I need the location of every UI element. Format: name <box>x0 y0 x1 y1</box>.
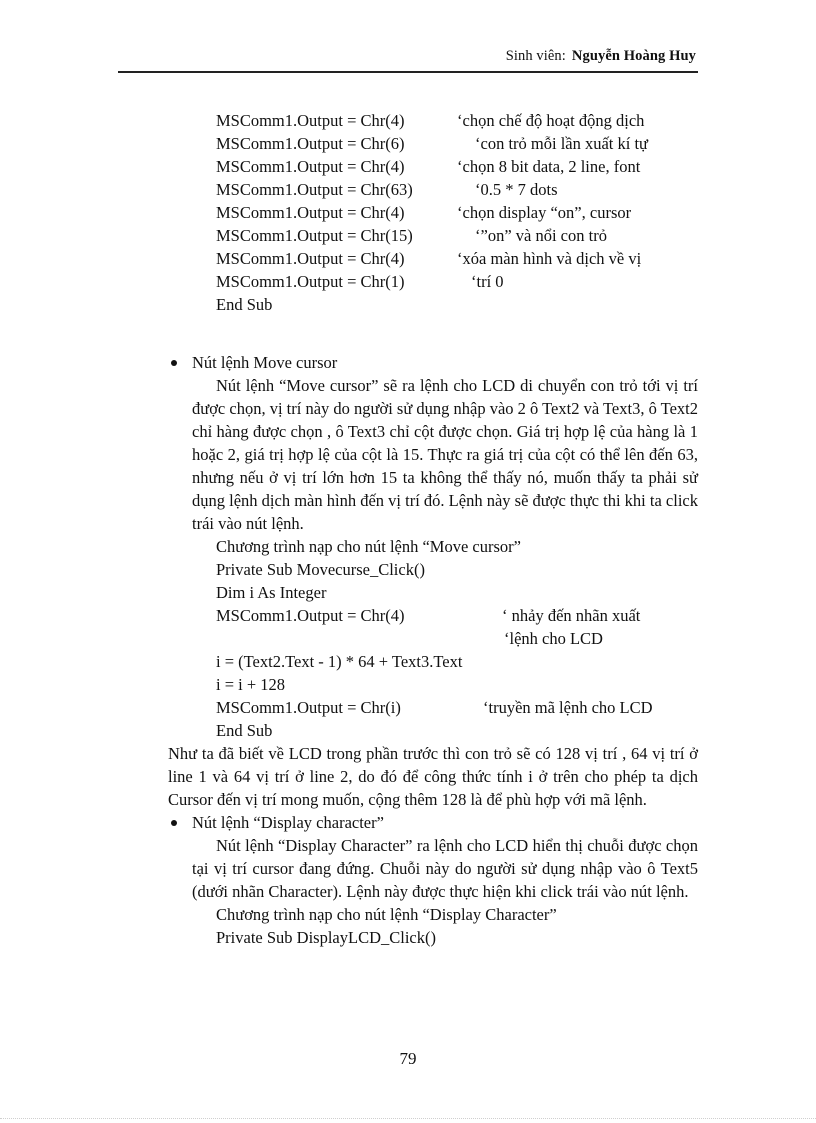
code-line: i = (Text2.Text - 1) * 64 + Text3.Text <box>216 652 463 671</box>
code-comment: ‘con trỏ mỗi lần xuất kí tự <box>475 134 648 153</box>
code-line <box>168 604 698 627</box>
code-text: MSComm1.Output = Chr(4) <box>216 249 405 268</box>
code-text: End Sub <box>216 295 273 314</box>
code-line <box>168 109 698 132</box>
code-comment: ‘truyền mã lệnh cho LCD <box>483 698 653 717</box>
code-line: End Sub <box>216 721 273 740</box>
author-name: Nguyễn Hoàng Huy <box>571 48 696 64</box>
bullet-display-character <box>168 811 698 834</box>
code-comment: ‘chọn display “on”, cursor <box>457 203 632 222</box>
code-comment: ‘0.5 * 7 dots <box>475 180 558 199</box>
code-comment: ‘ nhảy đến nhãn xuất <box>502 606 641 625</box>
code-block-init <box>168 109 698 316</box>
code-line <box>168 696 698 719</box>
code-line <box>168 155 698 178</box>
bullet-text: Nút lệnh Move cursor <box>192 353 338 372</box>
code-text: MSComm1.Output = Chr(1) <box>216 272 405 291</box>
header-label: Sinh viên: <box>505 48 566 64</box>
code-text: MSComm1.Output = Chr(4) <box>216 203 405 222</box>
code-line <box>168 178 698 201</box>
page-header <box>120 48 696 65</box>
code-intro: Chương trình nạp cho nút lệnh “Move cursor” <box>216 537 521 556</box>
code-intro: Chương trình nạp cho nút lệnh “Display Character” <box>216 905 557 924</box>
code-text: MSComm1.Output = Chr(15) <box>216 226 413 245</box>
code-text: MSComm1.Output = Chr(i) <box>216 698 401 717</box>
code-comment: ‘chọn chế độ hoạt động dịch <box>457 111 645 130</box>
code-comment: ‘chọn 8 bit data, 2 line, font <box>457 157 641 176</box>
bullet-text: Nút lệnh “Display character” <box>192 813 384 832</box>
code-line: Private Sub Movecurse_Click() <box>216 560 425 579</box>
code-comment: ‘”on” và nổi con trỏ <box>475 226 607 245</box>
code-comment: ‘xóa màn hình và dịch về vị <box>457 249 642 268</box>
paragraph-explanation: Như ta đã biết về LCD trong phần trước thì con trỏ sẽ có 128 vị trí , 64 vị trí ở line 1 và 64 vị trí ở line 2, do đó để công thức tính i ở trên cho phép ta dịch Cursor đến vị trí mong muốn, cộng thêm 128 là để phù hợp với mã lệnh. <box>168 744 698 809</box>
code-text: MSComm1.Output = Chr(4) <box>216 111 405 130</box>
code-line <box>168 132 698 155</box>
code-comment: ‘trí 0 <box>471 272 504 291</box>
code-line <box>168 247 698 270</box>
code-line <box>168 627 698 650</box>
page-number: 79 <box>399 1049 417 1068</box>
code-line <box>168 201 698 224</box>
bullet-move-cursor <box>168 351 698 374</box>
code-line <box>168 293 698 316</box>
code-line <box>168 224 698 247</box>
header-rule <box>118 71 698 73</box>
paragraph-display-character: Nút lệnh “Display Character” ra lệnh cho LCD hiển thị chuỗi được chọn tại vị trí cursor đang đứng. Chuỗi này do người sử dụng nhập vào ô Text5 (dưới nhãn Character). Lệnh này được thực hiện khi click trái vào nút lệnh. <box>192 836 698 901</box>
code-line <box>168 270 698 293</box>
code-text: MSComm1.Output = Chr(6) <box>216 134 405 153</box>
code-text: MSComm1.Output = Chr(63) <box>216 180 413 199</box>
code-text: MSComm1.Output = Chr(4) <box>216 157 405 176</box>
code-line: Dim i As Integer <box>216 583 327 602</box>
paragraph-move-cursor: Nút lệnh “Move cursor” sẽ ra lệnh cho LCD di chuyển con trỏ tới vị trí được chọn, vị trí này do người sử dụng nhập vào 2 ô Text2 và Text3, ô Text2 chỉ hàng được chọn , ô Text3 chỉ cột được chọn. Giá trị hợp lệ của hàng là 1 hoặc 2, giá trị hợp lệ của cột là 15. Thực ra giá trị của cột có thể lên đến 63, nhưng nếu ở vị trí lớn hơn 15 ta không thể thấy nó, muốn thấy ta phải sử dụng lệnh dịch màn hình đến vị trí đó. Lệnh này sẽ được thực thi khi ta click trái vào nút lệnh. <box>192 376 698 533</box>
code-line: i = i + 128 <box>216 675 286 694</box>
code-line: Private Sub DisplayLCD_Click() <box>216 928 436 947</box>
code-comment: ‘lệnh cho LCD <box>504 629 603 648</box>
code-text: MSComm1.Output = Chr(4) <box>216 606 405 625</box>
page-bottom-edge <box>0 1118 816 1119</box>
page-content <box>168 109 698 949</box>
